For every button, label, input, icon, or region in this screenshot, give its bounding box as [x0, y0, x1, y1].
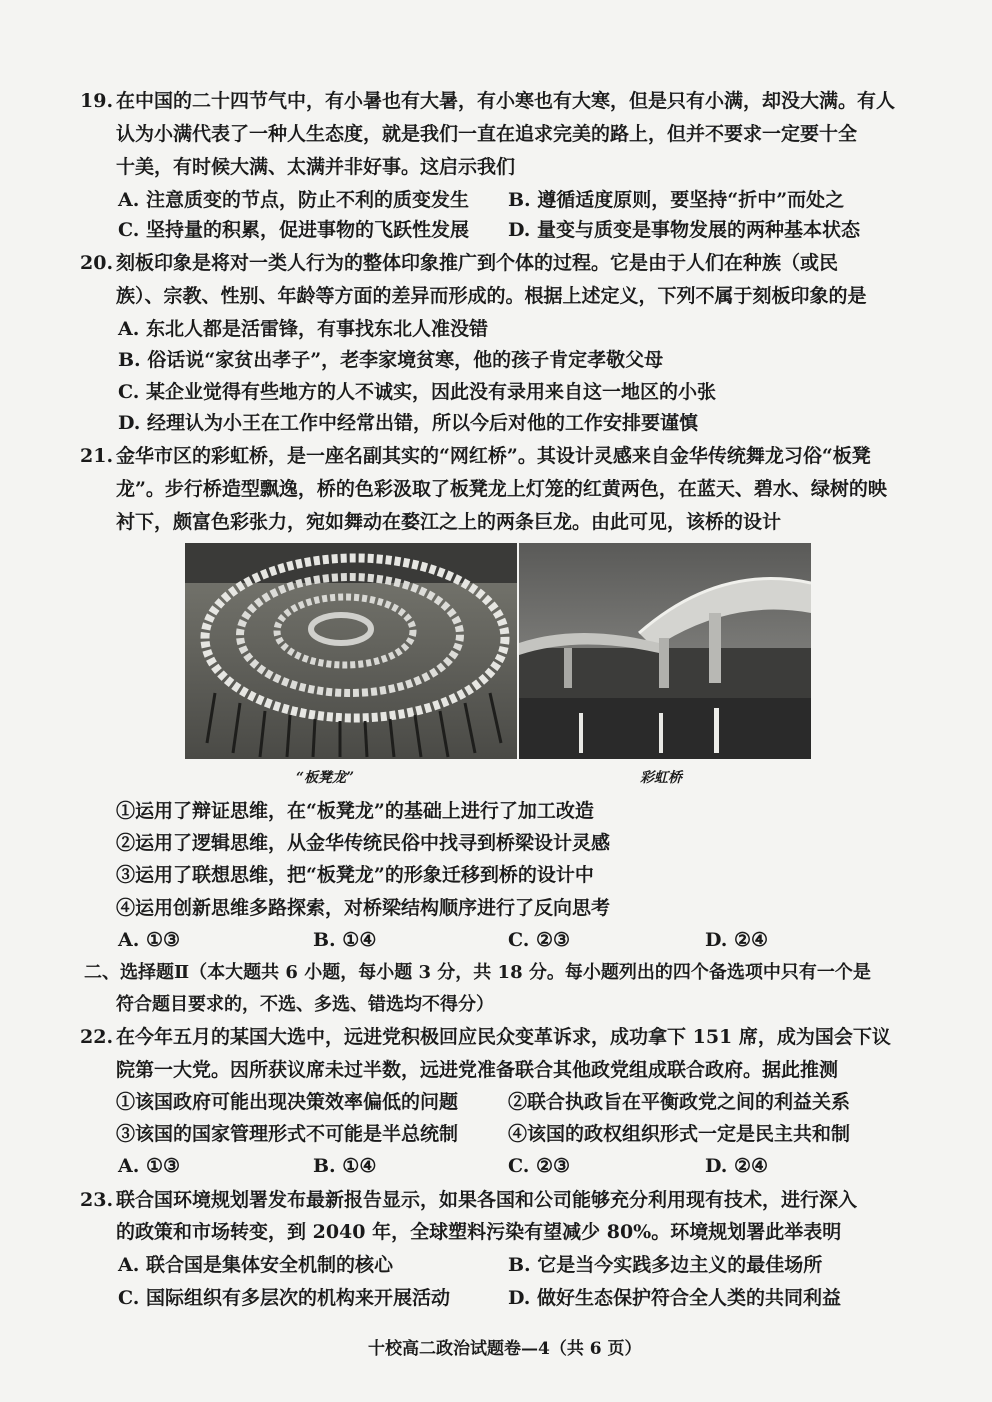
- question-20-option-a[interactable]: A. 东北人都是活雷锋，有事找东北人准没错: [118, 318, 488, 340]
- question-20-stem-line-2: 族）、宗教、性别、年龄等方面的差异而形成的。根据上述定义，下列不属于刻板印象的是: [116, 285, 867, 307]
- question-19-option-b[interactable]: B. 遵循适度原则，要坚持“折中”而处之: [508, 189, 845, 211]
- question-number-22: 22.: [80, 1026, 114, 1048]
- section-2-heading-line-2: 符合题目要求的，不选、多选、错选均不得分）: [116, 994, 494, 1015]
- question-21-stem-line-3: 衬下，颇富色彩张力，宛如舞动在婺江之上的两条巨龙。由此可见，该桥的设计: [116, 511, 782, 533]
- question-20-stem-line-1: 刻板印象是将对一类人行为的整体印象推广到个体的过程。它是由于人们在种族（或民: [116, 252, 839, 274]
- question-number-23: 23.: [80, 1189, 114, 1211]
- question-21-option-d[interactable]: D. ②④: [705, 929, 769, 951]
- question-20-option-d[interactable]: D. 经理认为小王在工作中经常出错，所以今后对他的工作安排要谨慎: [118, 412, 699, 434]
- question-23-option-d[interactable]: D. 做好生态保护符合全人类的共同利益: [508, 1287, 842, 1309]
- question-19-option-c[interactable]: C. 坚持量的积累，促进事物的飞跃性发展: [118, 219, 470, 241]
- question-21-statement-2: ②运用了逻辑思维，从金华传统民俗中找寻到桥梁设计灵感: [116, 832, 611, 854]
- section-2-heading-line-1: 二、选择题Ⅱ（本大题共 6 小题，每小题 3 分，共 18 分。每小题列出的四个备选项中只有一个是: [84, 962, 871, 983]
- page-footer: 十校高二政治试题卷—4（共 6 页）: [368, 1339, 642, 1359]
- question-21-stem-line-2: 龙”。步行桥造型飘逸，桥的色彩汲取了板凳龙上灯笼的红黄两色，在蓝天、碧水、绿树的映: [116, 478, 887, 500]
- question-number-21: 21.: [80, 445, 114, 467]
- question-21-statement-3: ③运用了联想思维，把“板凳龙”的形象迁移到桥的设计中: [116, 864, 594, 886]
- question-19-stem-line-1: 在中国的二十四节气中，有小暑也有大暑，有小寒也有大寒，但是只有小满，却没大满。有人: [116, 90, 896, 112]
- bench-dragon-caption: “板凳龙”: [296, 770, 355, 786]
- question-number-19: 19.: [80, 90, 114, 112]
- question-19-stem-line-3: 十美，有时候大满、太满并非好事。这启示我们: [116, 156, 516, 178]
- question-23-option-c[interactable]: C. 国际组织有多层次的机构来开展活动: [118, 1287, 451, 1309]
- question-22-stem-line-1: 在今年五月的某国大选中，远进党积极回应民众变革诉求，成功拿下 151 席，成为国会下议: [116, 1026, 891, 1048]
- question-22-statement-3: ③该国的国家管理形式不可能是半总统制: [116, 1123, 459, 1145]
- question-22-option-a[interactable]: A. ①③: [118, 1155, 181, 1177]
- question-21-statement-4: ④运用创新思维多路探索，对桥梁结构顺序进行了反向思考: [116, 897, 611, 919]
- question-22-option-d[interactable]: D. ②④: [705, 1155, 769, 1177]
- rainbow-bridge-photo: [519, 543, 811, 759]
- question-21-option-c[interactable]: C. ②③: [508, 929, 571, 951]
- question-19-option-a[interactable]: A. 注意质变的节点，防止不利的质变发生: [118, 189, 469, 211]
- question-21-stem-line-1: 金华市区的彩虹桥，是一座名副其实的“网红桥”。其设计灵感来自金华传统舞龙习俗“板凳: [116, 445, 871, 467]
- question-19-option-d[interactable]: D. 量变与质变是事物发展的两种基本状态: [508, 219, 861, 241]
- question-20-option-c[interactable]: C. 某企业觉得有些地方的人不诚实，因此没有录用来自这一地区的小张: [118, 381, 717, 403]
- question-22-statement-2: ②联合执政旨在平衡政党之间的利益关系: [508, 1091, 851, 1113]
- question-19-stem-line-2: 认为小满代表了一种人生态度，就是我们一直在追求完美的路上，但并不要求一定要十全: [116, 123, 858, 145]
- question-21-statement-1: ①运用了辩证思维，在“板凳龙”的基础上进行了加工改造: [116, 800, 594, 822]
- question-21-option-a[interactable]: A. ①③: [118, 929, 181, 951]
- question-23-option-a[interactable]: A. 联合国是集体安全机制的核心: [118, 1254, 393, 1276]
- rainbow-bridge-caption: 彩虹桥: [640, 770, 682, 786]
- question-22-option-b[interactable]: B. ①④: [313, 1155, 377, 1177]
- question-number-20: 20.: [80, 252, 114, 274]
- question-22-statement-1: ①该国政府可能出现决策效率偏低的问题: [116, 1091, 459, 1113]
- question-23-option-b[interactable]: B. 它是当今实践多边主义的最佳场所: [508, 1254, 823, 1276]
- question-22-statement-4: ④该国的政权组织形式一定是民主共和制: [508, 1123, 851, 1145]
- question-20-option-b[interactable]: B. 俗话说“家贫出孝子”，老李家境贫寒，他的孩子肯定孝敬父母: [118, 349, 664, 371]
- question-22-option-c[interactable]: C. ②③: [508, 1155, 571, 1177]
- question-21-option-b[interactable]: B. ①④: [313, 929, 377, 951]
- question-22-stem-line-2: 院第一大党。因所获议席未过半数，远进党准备联合其他政党组成联合政府。据此推测: [116, 1059, 839, 1081]
- bench-dragon-photo: [185, 543, 517, 759]
- question-23-stem-line-2: 的政策和市场转变，到 2040 年，全球塑料污染有望减少 80%。环境规划署此举表明: [116, 1221, 842, 1243]
- question-23-stem-line-1: 联合国环境规划署发布最新报告显示，如果各国和公司能够充分利用现有技术，进行深入: [116, 1189, 858, 1211]
